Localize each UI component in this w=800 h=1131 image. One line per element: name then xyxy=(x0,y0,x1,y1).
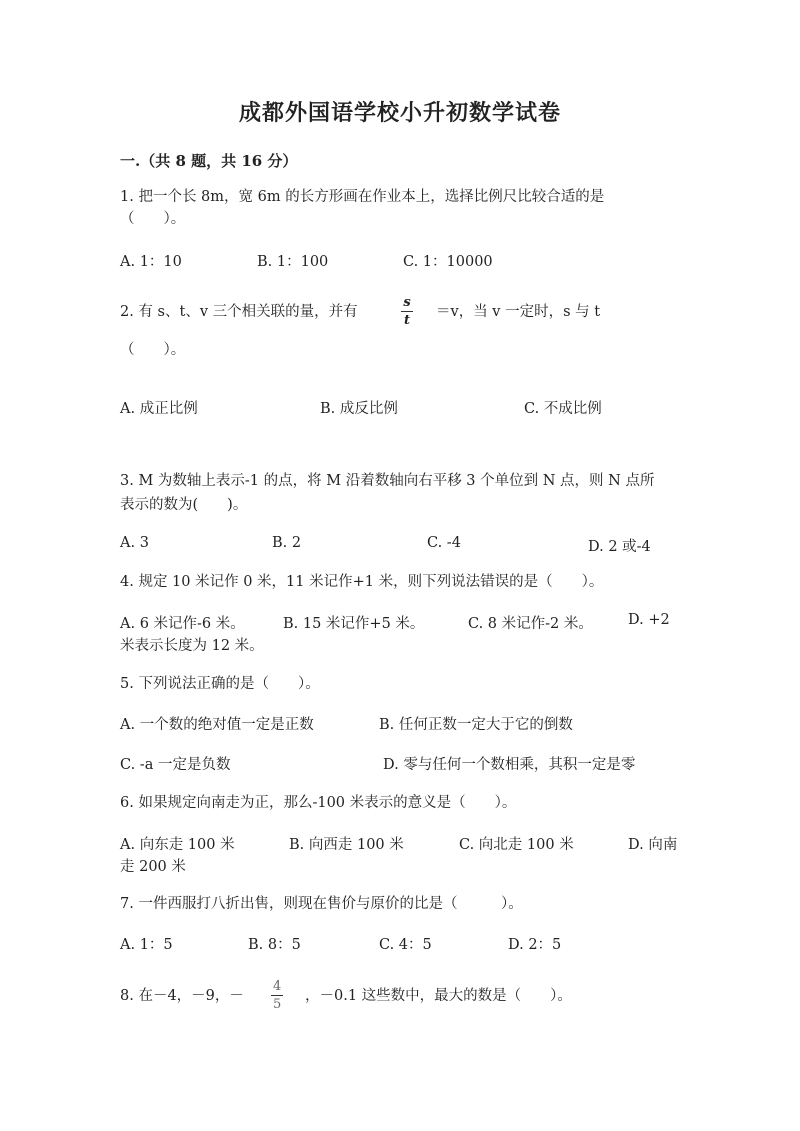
question-5-option-d[interactable]: D. 零与任何一个数相乘，其积一定是零 xyxy=(383,757,636,773)
question-6-option-d-cont: 走 200 米 xyxy=(120,859,186,875)
question-5-option-b[interactable]: B. 任何正数一定大于它的倒数 xyxy=(379,717,573,733)
question-4-option-b[interactable]: B. 15 米记作+5 米。 xyxy=(283,616,425,632)
question-2-option-b[interactable]: B. 成反比例 xyxy=(320,401,398,417)
fraction-bar xyxy=(271,995,283,996)
question-2-text-after: ＝v，当 v 一定时，s 与 t xyxy=(436,304,601,320)
section-heading: 一.（共 8 题，共 16 分） xyxy=(120,152,298,170)
question-3-text-cont: 表示的数为( )。 xyxy=(120,497,248,513)
question-4-option-d[interactable]: D. +2 xyxy=(628,612,670,628)
question-7-option-b[interactable]: B. 8：5 xyxy=(248,937,301,953)
question-6-option-d[interactable]: D. 向南 xyxy=(628,837,678,853)
question-2-text-cont: （ ）。 xyxy=(120,342,186,358)
question-4-option-d-cont: 米表示长度为 12 米。 xyxy=(120,638,264,654)
question-6-option-b[interactable]: B. 向西走 100 米 xyxy=(289,837,404,853)
fraction-numerator: s xyxy=(403,295,411,310)
question-7-option-c[interactable]: C. 4：5 xyxy=(379,937,432,953)
question-6-text: 6. 如果规定向南走为正，那么-100 米表示的意义是（ ）。 xyxy=(120,795,517,811)
question-4-option-c[interactable]: C. 8 米记作-2 米。 xyxy=(468,616,593,632)
question-1-option-a[interactable]: A. 1：10 xyxy=(120,254,182,270)
fraction-numerator: 4 xyxy=(273,979,282,994)
question-4-option-a[interactable]: A. 6 米记作-6 米。 xyxy=(120,616,245,632)
page-title: 成都外国语学校小升初数学试卷 xyxy=(238,100,561,126)
question-5-text: 5. 下列说法正确的是（ ）。 xyxy=(120,676,320,692)
question-1-text: 1. 把一个长 8m，宽 6m 的长方形画在作业本上，选择比例尺比较合适的是 xyxy=(120,189,605,205)
question-1-option-c[interactable]: C. 1：10000 xyxy=(403,254,493,270)
question-3-option-b[interactable]: B. 2 xyxy=(272,535,302,551)
question-3-option-c[interactable]: C. -4 xyxy=(427,535,461,551)
question-7-option-d[interactable]: D. 2：5 xyxy=(508,937,562,953)
question-8-text-after: ，－0.1 这些数中，最大的数是（ ）。 xyxy=(305,988,572,1004)
question-2-text: 2. 有 s、t、v 三个相关联的量，并有 xyxy=(120,304,358,320)
fraction-s-over-t xyxy=(401,295,413,328)
question-1-text-cont: （ ）。 xyxy=(120,211,186,227)
question-5-option-a[interactable]: A. 一个数的绝对值一定是正数 xyxy=(120,717,314,733)
question-3-option-a[interactable]: A. 3 xyxy=(120,535,149,551)
fraction-four-fifths xyxy=(271,979,283,1012)
question-7-option-a[interactable]: A. 1：5 xyxy=(120,937,173,953)
question-8-text: 8. 在－4，－9，－ xyxy=(120,988,244,1004)
question-1-option-b[interactable]: B. 1：100 xyxy=(257,254,329,270)
question-6-option-c[interactable]: C. 向北走 100 米 xyxy=(459,837,574,853)
question-3-option-d[interactable]: D. 2 或-4 xyxy=(588,539,651,555)
question-3-text: 3. M 为数轴上表示-1 的点，将 M 沿着数轴向右平移 3 个单位到 N 点，则 N 点所 xyxy=(120,473,655,489)
fraction-denominator: 5 xyxy=(273,997,282,1012)
fraction-bar xyxy=(401,311,413,312)
question-7-text: 7. 一件西服打八折出售，则现在售价与原价的比是（ ）。 xyxy=(120,896,523,912)
question-2-option-a[interactable]: A. 成正比例 xyxy=(120,401,198,417)
question-4-text: 4. 规定 10 米记作 0 米，11 米记作+1 米，则下列说法错误的是（ ）。 xyxy=(120,574,604,590)
question-5-option-c[interactable]: C. -a 一定是负数 xyxy=(120,757,231,773)
question-2-option-c[interactable]: C. 不成比例 xyxy=(524,401,602,417)
fraction-denominator: t xyxy=(403,313,410,328)
question-6-option-a[interactable]: A. 向东走 100 米 xyxy=(120,837,235,853)
